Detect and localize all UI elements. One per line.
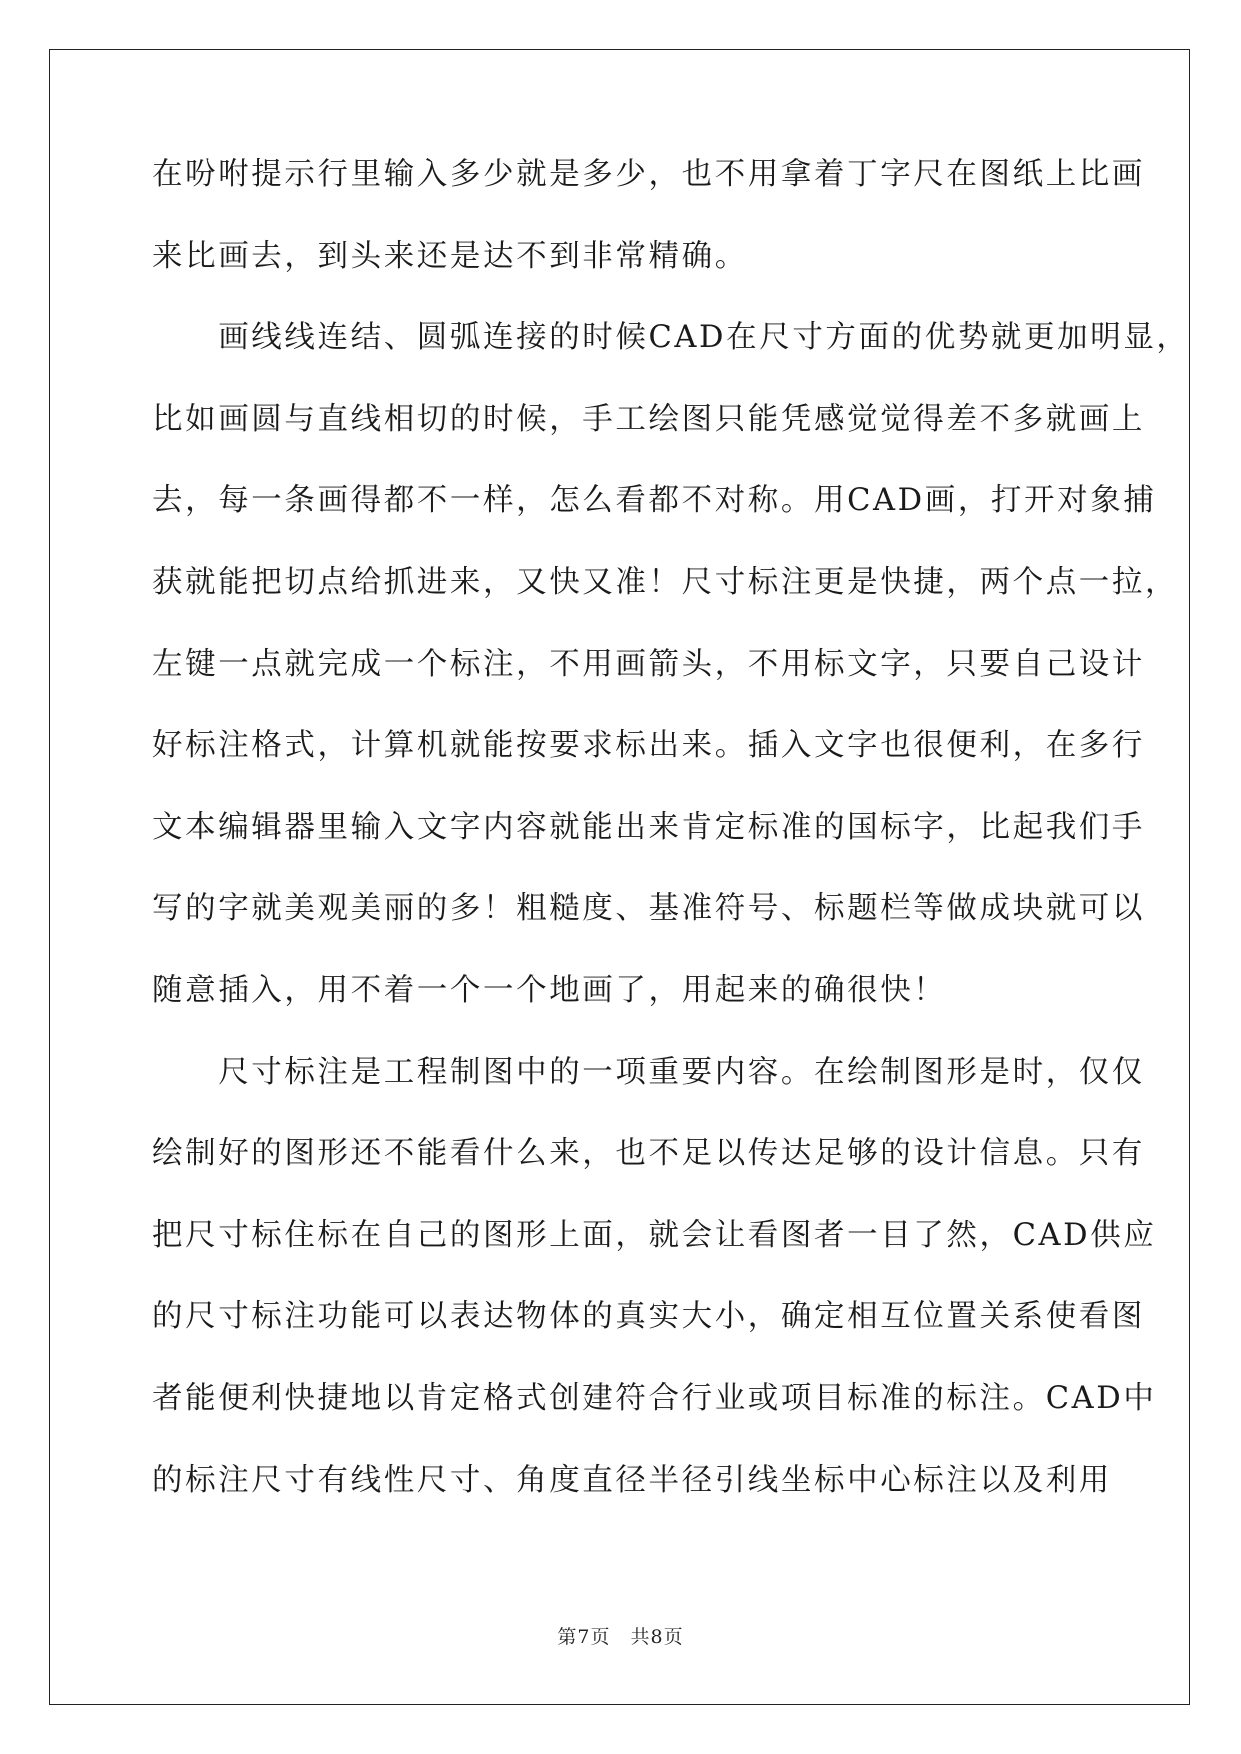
page-footer — [0, 1622, 1241, 1649]
text-line: 在吩咐提示行里输入多少就是多少，也不用拿着丁字尺在图纸上比画 — [152, 157, 1145, 192]
text-line: 左键一点就完成一个标注，不用画箭头，不用标文字，只要自己设计 — [152, 646, 1145, 682]
document-body — [152, 157, 1190, 1545]
text-line: 写的字就美观美丽的多！粗糙度、基准符号、标题栏等做成块就可以 — [152, 891, 1145, 927]
text-line: 把尺寸标住标在自己的图形上面，就会让看图者一目了然，CAD供应 — [152, 1217, 1157, 1253]
text-line: 好标注格式，计算机就能按要求标出来。插入文字也很便利，在多行 — [152, 728, 1145, 764]
text-line: 尺寸标注是工程制图中的一项重要内容。在绘制图形是时，仅仅 — [152, 1054, 1145, 1090]
text-line: 的标注尺寸有线性尺寸、角度直径半径引线坐标中心标注以及利用 — [152, 1462, 1112, 1498]
text-line: 随意插入，用不着一个一个地画了，用起来的确很快！ — [152, 972, 947, 1008]
text-line: 的尺寸标注功能可以表达物体的真实大小，确定相互位置关系使看图 — [152, 1299, 1145, 1335]
text-line: 画线线连结、圆弧连接的时候CAD在尺寸方面的优势就更加明显， — [152, 320, 1190, 356]
text-line: 文本编辑器里输入文字内容就能出来肯定标准的国标字，比起我们手 — [152, 809, 1145, 845]
text-line: 去，每一条画得都不一样，怎么看都不对称。用CAD画，打开对象捕 — [152, 483, 1157, 519]
total-page-count: 共8页 — [630, 1626, 684, 1648]
current-page-number: 第7页 — [557, 1626, 611, 1648]
text-line: 绘制好的图形还不能看什么来，也不足以传达足够的设计信息。只有 — [152, 1136, 1145, 1172]
text-line: 获就能把切点给抓进来，又快又准！尺寸标注更是快捷，两个点一拉， — [152, 564, 1179, 600]
text-line: 来比画去，到头来还是达不到非常精确。 — [152, 238, 748, 274]
text-line: 者能便利快捷地以肯定格式创建符合行业或项目标准的标注。CAD中 — [152, 1380, 1157, 1416]
text-line: 比如画圆与直线相切的时候，手工绘图只能凭感觉觉得差不多就画上 — [152, 401, 1145, 437]
